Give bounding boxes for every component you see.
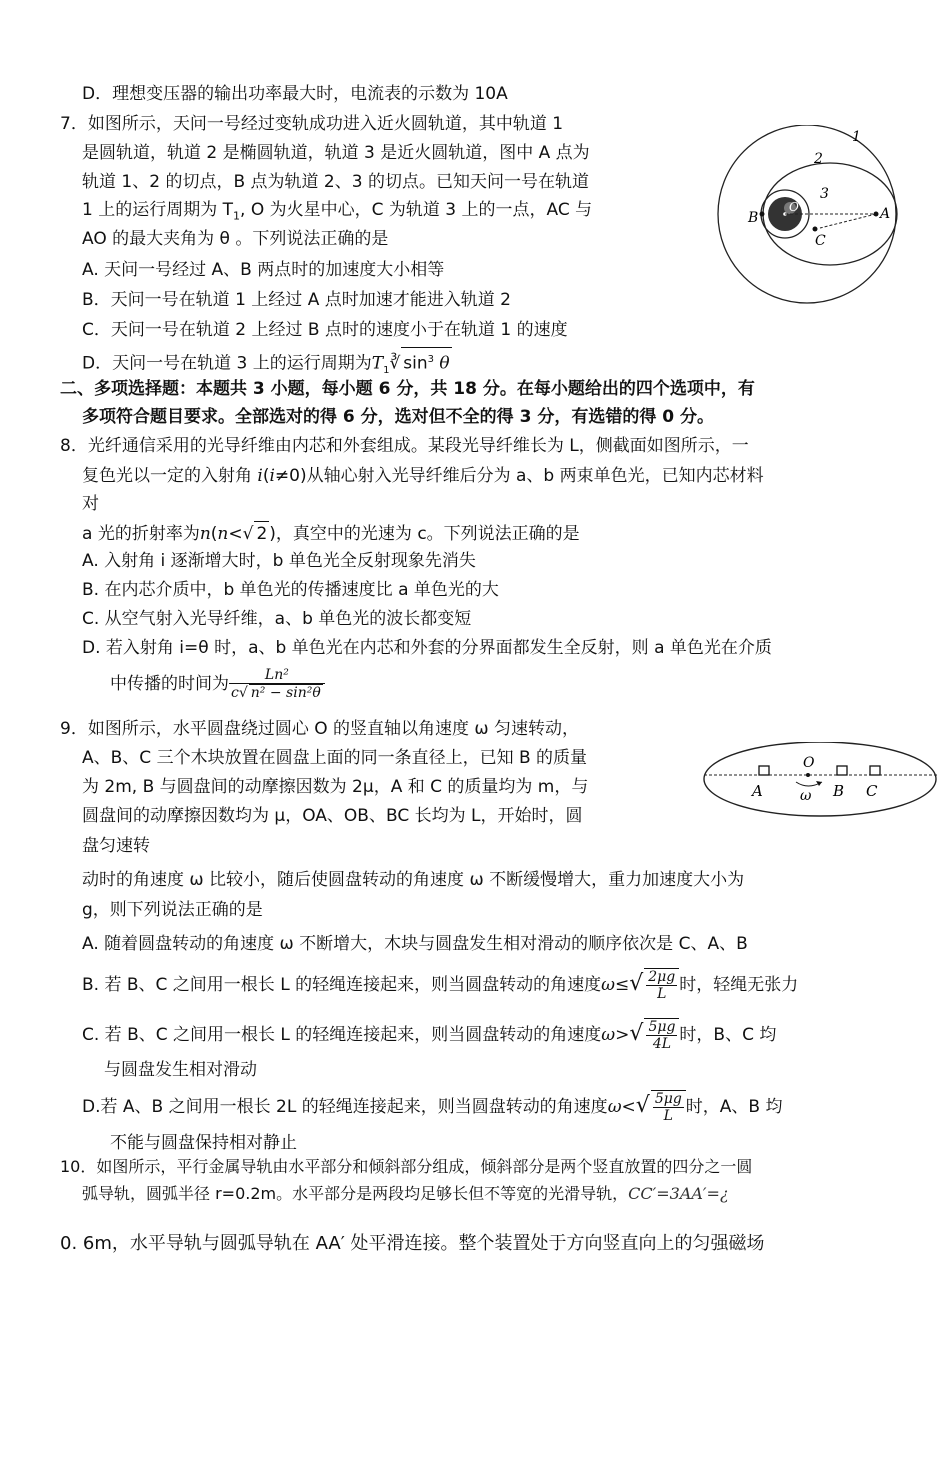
- q9-stem-line: 盘匀速转: [82, 836, 150, 856]
- q8-time-fraction: [229, 667, 325, 701]
- q9-stem-line: A、B、C 三个木块放置在圆盘上面的同一条直径上，已知 B 的质量: [82, 748, 588, 768]
- section-2-heading-cont: 多项符合题目要求。全部选对的得 6 分，选对但不全的得 3 分，有选错的得 0 分。: [82, 407, 714, 427]
- orbit-diagram: [710, 125, 910, 310]
- label-o: O: [789, 200, 799, 214]
- q8-n-symbol: n: [217, 524, 229, 544]
- label-b: B: [833, 782, 845, 800]
- point-c: [813, 227, 818, 232]
- label-c: C: [815, 233, 826, 249]
- block-b: [837, 766, 847, 775]
- fraction-numerator: 5μg: [648, 1019, 676, 1035]
- q8-text: <: [228, 524, 243, 544]
- label-a: A: [752, 782, 763, 800]
- q9-option-b-fraction: [644, 968, 679, 1002]
- label-2: 2: [814, 151, 823, 167]
- q9-text: B. 若 B、C 之间用一根长 L 的轻绳连接起来，则当圆盘转动的角速度: [82, 975, 602, 995]
- q9-stem-line: 9．如图所示，水平圆盘绕过圆心 O 的竖直轴以角速度 ω 匀速转动，: [60, 719, 580, 739]
- q9-option-d: [82, 1084, 783, 1129]
- q8-i-symbol: i: [269, 466, 275, 486]
- q10-text: 弧导轨，圆弧半径 r=0.2m。水平部分是两段均足够长但不等宽的光滑导轨，: [82, 1184, 629, 1203]
- q10-math: CC′=3AA′=¿: [628, 1184, 729, 1203]
- q10-stem-line: [82, 1182, 729, 1206]
- q9-option-c-fraction: [644, 1018, 679, 1052]
- fraction-denominator: L: [657, 986, 667, 1002]
- line-ac: [820, 214, 876, 228]
- q9-text: 时，A、B 均: [685, 1097, 783, 1117]
- label-1: 1: [852, 129, 861, 145]
- q9-text: D.若 A、B 之间用一根长 2L 的轻绳连接起来，则当圆盘转动的角速度: [82, 1097, 608, 1117]
- fraction-numerator: 2μg: [648, 969, 676, 985]
- q9-omega-rel: ω<: [607, 1097, 636, 1117]
- fraction-numerator: 5μg: [654, 1091, 682, 1107]
- q7-period-subscript: 1: [233, 209, 241, 223]
- sqrt-symbol: √: [629, 1021, 644, 1046]
- disc: [704, 742, 936, 816]
- q7-option-d-radicand: [401, 347, 451, 376]
- c-symbol: c: [231, 685, 239, 701]
- block-c: [870, 766, 880, 775]
- fraction-denominator: 4L: [652, 1036, 672, 1052]
- disc-diagram: [700, 742, 942, 822]
- power-text: 3: [427, 354, 435, 365]
- sqrt-symbol: √: [238, 685, 248, 701]
- q7-stem-line: 是圆轨道，轨道 2 是椭圆轨道，轨道 3 是近火圆轨道，图中 A 点为: [82, 143, 590, 163]
- q7-option-d-text: D．天问一号在轨道 3 上的运行周期为: [82, 353, 372, 374]
- sqrt-symbol: √: [242, 524, 254, 544]
- fraction-denominator: [229, 684, 325, 701]
- q7-option-a: A. 天问一号经过 A、B 两点时的加速度大小相等: [82, 260, 445, 280]
- q9-option-d-cont: 不能与圆盘保持相对静止: [110, 1133, 297, 1153]
- rotation-arrow-head: [816, 781, 822, 786]
- q9-omega-rel: ω≤: [601, 975, 630, 995]
- cube-root-symbol: ∛: [389, 353, 401, 374]
- q7-option-b: B．天问一号在轨道 1 上经过 A 点时加速才能进入轨道 2: [82, 290, 511, 310]
- q8-option-b: B. 在内芯介质中，b 单色光的传播速度比 a 单色光的大: [82, 580, 499, 600]
- sqrt-symbol: √: [629, 971, 644, 996]
- q8-n-symbol: n: [199, 524, 211, 544]
- q8-stem-line: [82, 521, 580, 546]
- q9-omega-rel: ω>: [601, 1025, 630, 1045]
- q8-radicand: 2: [254, 521, 269, 546]
- q9-option-d-fraction: [651, 1090, 686, 1124]
- sqrt-symbol: √: [635, 1093, 650, 1118]
- q9-text: 时，B、C 均: [679, 1025, 777, 1045]
- q8-option-d-cont: [110, 664, 325, 704]
- label-c: C: [866, 782, 878, 800]
- q7-period-rest: , O 为火星中心，C 为轨道 3 上的一点，AC 与: [240, 200, 593, 220]
- q9-stem-line: 为 2m, B 与圆盘间的动摩擦因数为 2μ，A 和 C 的质量均为 m，与: [82, 777, 589, 797]
- q9-text: 时，轻绳无张力: [679, 975, 799, 995]
- q8-option-a: A. 入射角 i 逐渐增大时，b 单色光全反射现象先消失: [82, 551, 476, 571]
- q9-option-c: [82, 1012, 776, 1057]
- point-a: [874, 212, 879, 217]
- q9-stem-line: g，则下列说法正确的是: [82, 900, 263, 920]
- q9-option-b: [82, 962, 798, 1007]
- q8-text: ≠0)从轴心射入光导纤维后分为 a、b 两束单色光，已知内芯材料: [274, 466, 764, 486]
- label-b: B: [748, 210, 759, 226]
- q10-stem-line: 0. 6m，水平导轨与圆弧导轨在 AA′ 处平滑连接。整个装置处于方向竖直向上的匀强磁场: [60, 1233, 765, 1254]
- q8-text: 中传播的时间为: [110, 674, 229, 694]
- q9-text: C. 若 B、C 之间用一根长 L 的轻绳连接起来，则当圆盘转动的角速度: [82, 1025, 602, 1045]
- q8-option-c: C. 从空气射入光导纤维，a、b 单色光的波长都变短: [82, 609, 472, 629]
- q8-stem-line: 8．光纤通信采用的光导纤维由内芯和外套组成。某段光导纤维长为 L，侧截面如图所示，一: [60, 436, 749, 456]
- q7-option-c: C．天问一号在轨道 2 上经过 B 点时的速度小于在轨道 1 的速度: [82, 320, 568, 340]
- theta-text: θ: [439, 353, 450, 374]
- q8-text: (: [262, 466, 270, 486]
- q7-stem-line: AO 的最大夹角为 θ 。下列说法正确的是: [82, 229, 389, 249]
- q10-stem-line: 10．如图所示，平行金属导轨由水平部分和倾斜部分组成，倾斜部分是两个竖直放置的四分之一圆: [60, 1157, 753, 1176]
- fraction-numerator: Ln²: [229, 667, 325, 684]
- q7-option-d-sub: 1: [383, 365, 390, 377]
- q7-option-d-T: T: [371, 353, 384, 374]
- q7-stem-line: 轨道 1、2 的切点，B 点为轨道 2、3 的切点。已知天问一号在轨道: [82, 172, 589, 192]
- q7-stem-line: [82, 198, 592, 228]
- q8-text: a 光的折射率为: [82, 524, 200, 544]
- point-b: [760, 212, 765, 217]
- q8-stem-line: [82, 464, 764, 488]
- radicand: n² − sin²θ: [250, 685, 321, 701]
- q9-stem-line: 动时的角速度 ω 比较小，随后使圆盘转动的角速度 ω 不断缓慢增大，重力加速度大小为: [82, 870, 745, 890]
- q7-period-text: 1 上的运行周期为 T: [82, 200, 234, 220]
- label-a: A: [880, 206, 891, 222]
- center-o: [806, 773, 810, 777]
- label-omega: ω: [800, 788, 812, 804]
- q6-option-d: D．理想变压器的输出功率最大时，电流表的示数为 10A: [82, 84, 508, 104]
- q8-i-symbol: i: [257, 466, 263, 486]
- q9-option-a: A. 随着圆盘转动的角速度 ω 不断增大，木块与圆盘发生相对滑动的顺序依次是 C、A、B: [82, 934, 748, 954]
- q8-option-d: D. 若入射角 i=θ 时，a、b 单色光在内芯和外套的分界面都发生全反射，则 a 单色光在介质: [82, 638, 772, 658]
- q9-option-c-cont: 与圆盘发生相对滑动: [104, 1060, 257, 1080]
- fraction-denominator: L: [663, 1108, 673, 1124]
- section-2-heading: 二、多项选择题：本题共 3 小题，每小题 6 分，共 18 分。在每小题给出的四个选项中，有: [60, 379, 755, 399]
- q9-stem-line: 圆盘间的动摩擦因数均为 μ，OA、OB、BC 长均为 L，开始时，圆: [82, 806, 583, 826]
- label-o: O: [803, 755, 815, 771]
- q8-text: (: [210, 524, 218, 544]
- q8-stem-line: 对: [82, 494, 99, 514]
- q8-text: 复色光以一定的入射角: [82, 466, 258, 486]
- block-a: [759, 766, 769, 775]
- q7-stem-line: 7．如图所示，天问一号经过变轨成功进入近火圆轨道，其中轨道 1: [60, 114, 564, 134]
- label-3: 3: [820, 186, 829, 202]
- sin-text: sin: [403, 353, 428, 374]
- q8-text: )，真空中的光速为 c。下列说法正确的是: [269, 524, 580, 544]
